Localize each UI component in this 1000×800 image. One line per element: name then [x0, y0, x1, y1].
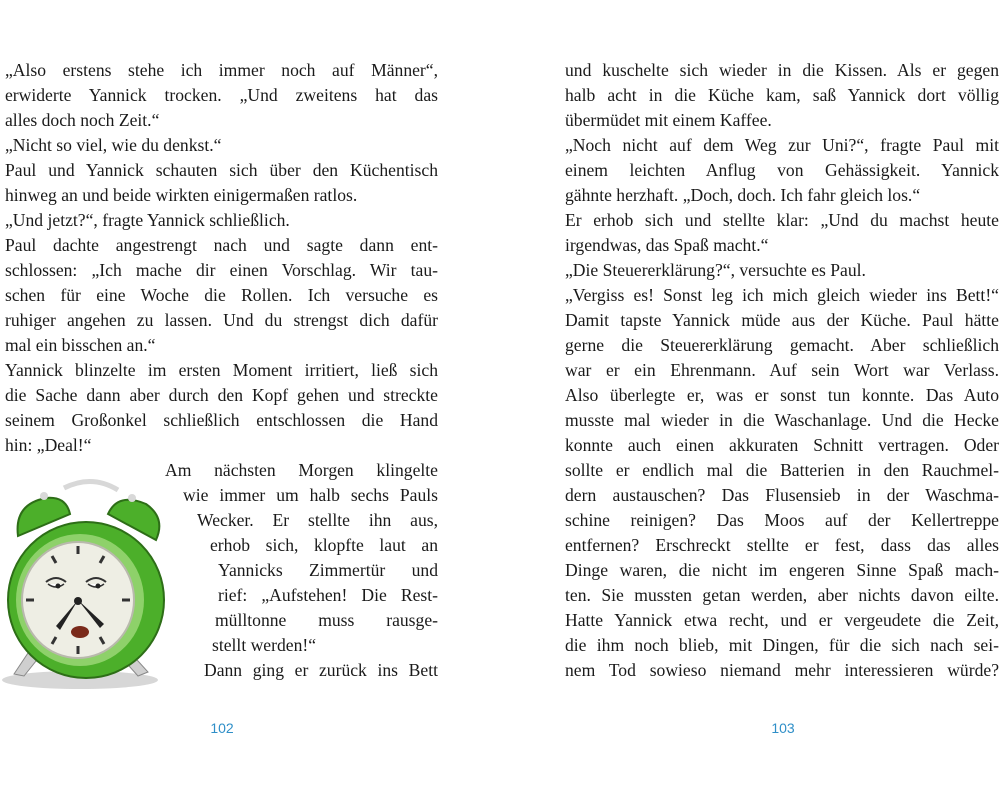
- text-line: Wecker. Er stellte ihn aus,: [197, 510, 438, 530]
- text-line: „Vergiss es! Sonst leg ich mich gleich wieder ins Bett!“: [565, 285, 999, 305]
- text-line: halb acht in die Küche kam, saß Yannick dort völlig: [565, 85, 999, 105]
- text-line: Paul dachte angestrengt nach und sagte dann ent-: [5, 235, 438, 255]
- text-line: konnte auch einen akkuraten Schnitt vertragen. Oder: [565, 435, 999, 455]
- page-number: 102: [210, 720, 234, 736]
- text-line: nem Tod sowieso niemand mehr interessieren würde?: [565, 660, 999, 680]
- text-line: gähnte herzhaft. „Doch, doch. Ich fahr gleich los.“: [565, 185, 921, 205]
- text-line: musste mal wieder in die Waschanlage. Und die Hecke: [565, 410, 999, 430]
- text-line: Dinge waren, die nicht im engeren Sinne Spaß mach-: [565, 560, 999, 580]
- text-line: „Nicht so viel, wie du denkst.“: [5, 135, 222, 155]
- text-line: Also überlegte er, was er sonst tun konnte. Das Auto: [565, 385, 999, 405]
- text-line: schlossen: „Ich mache dir einen Vorschlag. Wir tau-: [5, 260, 438, 280]
- text-line: übermüdet mit einem Kaffee.: [565, 110, 772, 130]
- page-number: 103: [771, 720, 795, 736]
- text-line: Dann ging er zurück ins Bett: [204, 660, 438, 680]
- text-line: gerne die Steuererklärung gemacht. Aber schließlich: [565, 335, 999, 355]
- text-line: „Also erstens stehe ich immer noch auf Männer“,: [5, 60, 438, 80]
- text-line: die Sache dann aber durch den Kopf gehen und streckte: [5, 385, 438, 405]
- text-line: und kuschelte sich wieder in die Kissen. Als er gegen: [565, 60, 999, 80]
- text-line: „Und jetzt?“, fragte Yannick schließlich.: [5, 210, 290, 230]
- text-line: „Die Steuererklärung?“, versuchte es Paul.: [565, 260, 866, 280]
- text-line: Am nächsten Morgen klingelte: [165, 460, 438, 480]
- text-line: „Noch nicht auf dem Weg zur Uni?“, fragte Paul mit: [565, 135, 999, 155]
- text-line: wie immer um halb sechs Pauls: [183, 485, 438, 505]
- text-line: schen für eine Woche die Rollen. Ich versuche es: [5, 285, 438, 305]
- text-line: ruhiger angehen zu lassen. Und du strengst dich dafür: [5, 310, 438, 330]
- right-page: [565, 58, 999, 683]
- text-line: dern austauschen? Das Flusensieb in der Waschma-: [565, 485, 999, 505]
- text-line: erwiderte Yannick trocken. „Und zweitens hat das: [5, 85, 438, 105]
- text-line: rief: „Aufstehen! Die Rest-: [218, 585, 438, 605]
- text-line: Yannicks Zimmertür und: [218, 560, 438, 580]
- text-line: schine reinigen? Das Moos auf der Kellertreppe: [565, 510, 999, 530]
- text-line: sollte er endlich mal die Batterien in den Rauchmel-: [565, 460, 999, 480]
- text-line: seinem Großonkel schließlich entschlossen die Hand: [5, 410, 438, 430]
- text-line: Hatte Yannick etwa recht, und er vergeudete die Zeit,: [565, 610, 999, 630]
- text-line: hinweg an und beide wirkten einigermaßen ratlos.: [5, 185, 358, 205]
- text-line: entfernen? Erschreckt stellte er fest, dass das alles: [565, 535, 999, 555]
- text-line: Damit tapste Yannick müde aus der Küche. Paul hätte: [565, 310, 999, 330]
- text-line: mülltonne muss rausge-: [215, 610, 438, 630]
- text-line: Yannick blinzelte im ersten Moment irritiert, ließ sich: [5, 360, 438, 380]
- text-line: Paul und Yannick schauten sich über den Küchentisch: [5, 160, 438, 180]
- alarm-clock-illustration: [0, 474, 182, 692]
- text-line: ten. Sie mussten getan werden, aber nichts davon eilte.: [565, 585, 999, 605]
- text-line: einem leichten Anflug von Gehässigkeit. Yannick: [565, 160, 999, 180]
- text-line: stellt werden!“: [212, 635, 317, 655]
- text-line: hin: „Deal!“: [5, 435, 92, 455]
- text-line: war er ein Ehrenmann. Auf sein Wort war Verlass.: [565, 360, 999, 380]
- text-line: erhob sich, klopfte laut an: [210, 535, 438, 555]
- text-line: die ihm noch blieb, mit Dingen, für die sich nach sei-: [565, 635, 999, 655]
- text-line: Er erhob sich und stellte klar: „Und du machst heute: [565, 210, 999, 230]
- text-line: irgendwas, das Spaß macht.“: [565, 235, 769, 255]
- text-line: mal ein bisschen an.“: [5, 335, 156, 355]
- text-line: alles doch noch Zeit.“: [5, 110, 160, 130]
